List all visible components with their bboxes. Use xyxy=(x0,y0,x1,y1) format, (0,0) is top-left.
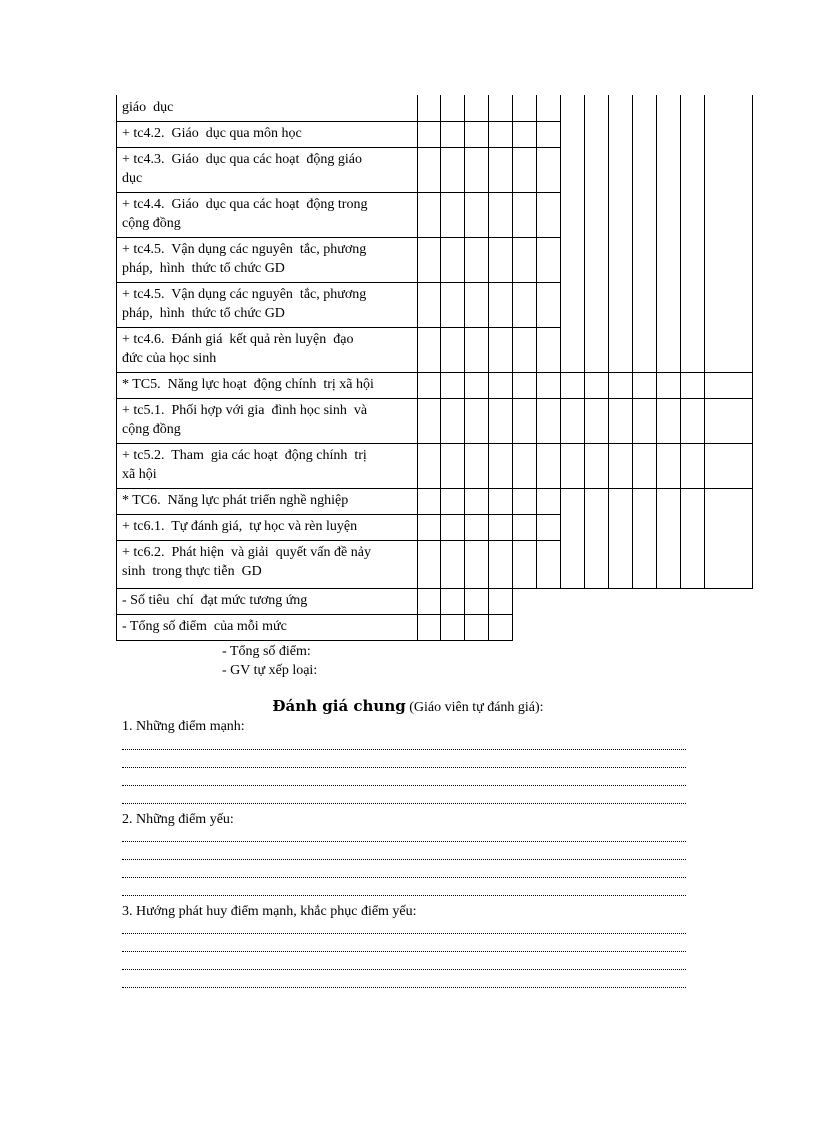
dotted-line xyxy=(122,968,686,970)
table-row-label: + tc6.1. Tự đánh giá, tự học và rèn luyện xyxy=(122,519,358,534)
dotted-line xyxy=(122,858,686,860)
dotted-line xyxy=(122,950,686,952)
general-subtitle: (Giáo viên tự đánh giá): xyxy=(405,700,544,715)
table-row-label: + tc4.6. Đánh giá kết quả rèn luyện đạo đức của học sinh xyxy=(122,332,354,366)
dotted-line xyxy=(122,784,686,786)
table-row-label: + tc4.5. Vận dụng các nguyên tắc, phương pháp, hình thức tổ chức GD xyxy=(122,287,367,321)
table-row-label: * TC6. Năng lực phát triển nghề nghiệp xyxy=(122,493,349,508)
dotted-line xyxy=(122,894,686,896)
table-row-label: + tc4.4. Giáo dục qua các hoạt động trong cộng đồng xyxy=(122,197,368,231)
table-row-label: - Số tiêu chí đạt mức tương ứng xyxy=(122,593,308,608)
table-row-label: + tc4.5. Vận dụng các nguyên tắc, phương pháp, hình thức tổ chức GD xyxy=(122,242,367,276)
dotted-line xyxy=(122,748,686,750)
table-row-label: giáo dục xyxy=(122,100,174,115)
total-score-label: - Tổng số điểm: xyxy=(222,644,311,659)
dotted-line xyxy=(122,932,686,934)
dotted-line xyxy=(122,876,686,878)
section-improvement: 3. Hướng phát huy điểm mạnh, khắc phục điểm yếu: xyxy=(122,904,417,919)
dotted-line xyxy=(122,986,686,988)
table-row-label: + tc5.2. Tham gia các hoạt động chính trị xã hội xyxy=(122,448,367,482)
general-evaluation-title xyxy=(0,697,816,716)
table-row-label: + tc4.2. Giáo dục qua môn học xyxy=(122,126,302,141)
table-row-label: + tc5.1. Phối hợp với gia đình học sinh và cộng đồng xyxy=(122,403,368,437)
table-row-label: * TC5. Năng lực hoạt động chính trị xã hội xyxy=(122,377,374,392)
section-strengths: 1. Những điểm mạnh: xyxy=(122,719,245,734)
table-row-label: + tc4.3. Giáo dục qua các hoạt động giáo dục xyxy=(122,152,362,186)
dotted-line xyxy=(122,802,686,804)
general-title: Đánh giá chung xyxy=(272,697,406,715)
table-row-label: - Tổng số điểm của mỗi mức xyxy=(122,619,287,634)
table-row-label: + tc6.2. Phát hiện và giải quyết vấn đề nảy sinh trong thực tiễn GD xyxy=(122,545,371,579)
dotted-line xyxy=(122,766,686,768)
section-weaknesses: 2. Những điểm yếu: xyxy=(122,812,234,827)
dotted-line xyxy=(122,840,686,842)
self-rank-label: - GV tự xếp loại: xyxy=(222,663,318,678)
